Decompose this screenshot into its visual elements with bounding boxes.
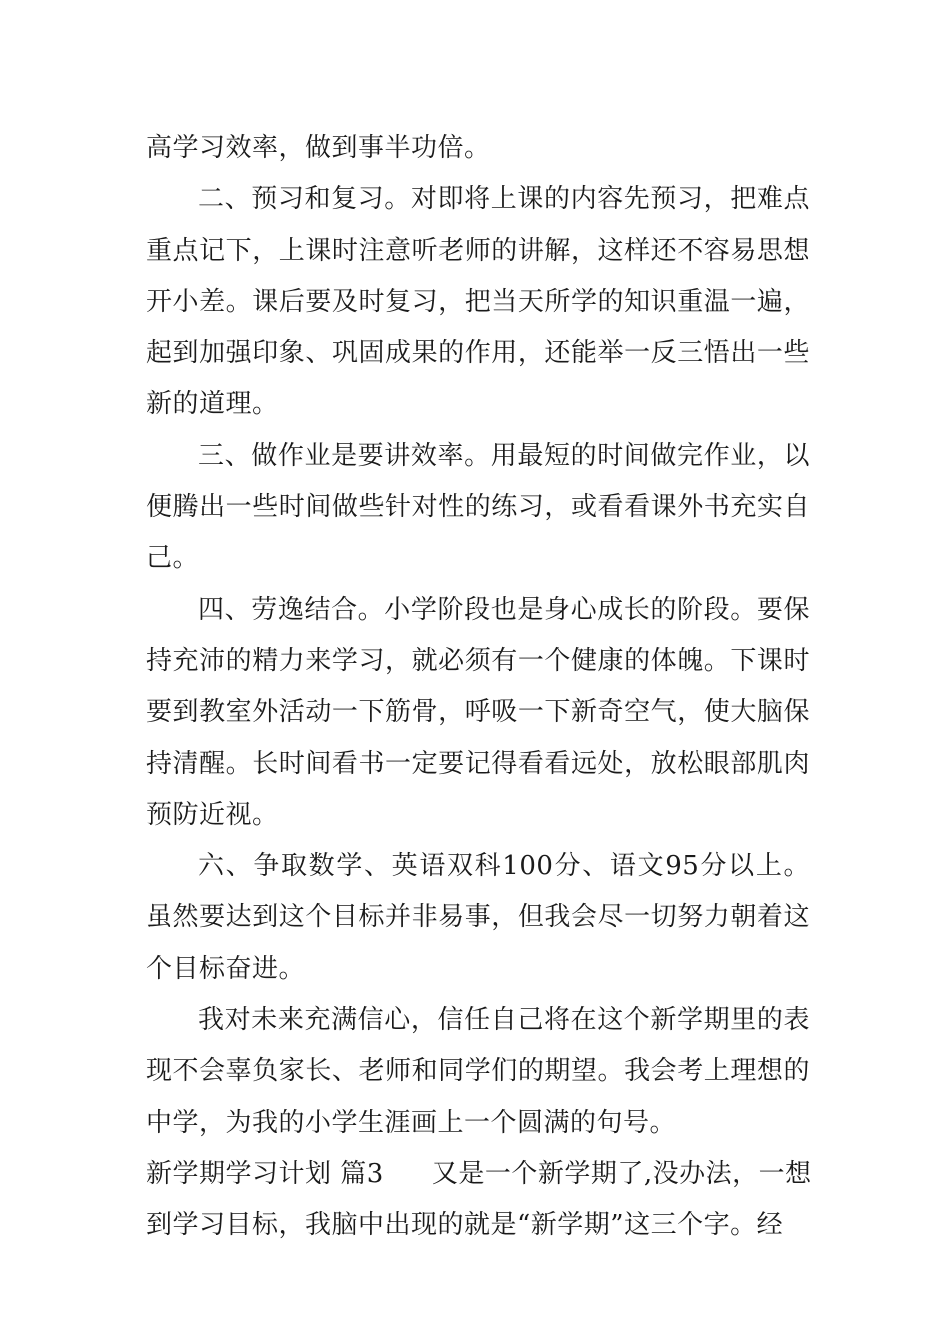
paragraph-work-rest-balance: 四、劳逸结合。小学阶段也是身心成长的阶段。要保持充沛的精力来学习，就必须有一个健康的体魄。下课时要到教室外活动一下筋骨，呼吸一下新奇空气，使大脑保持清醒。长时间看书一定要记得看看远处，放松眼部肌肉预防近视。 (146, 594, 810, 830)
section-continuation: 到学习目标，我脑中出现的就是“新学期”这三个字。经 (146, 1210, 784, 1241)
paragraph-score-goal: 六、争取数学、英语双科100分、语文95分以上。虽然要达到这个目标并非易事，但我会尽一切努力朝着这个目标奋进。 (146, 851, 810, 984)
paragraph-continuation: 高学习效率，做到事半功倍。 (146, 133, 491, 163)
paragraph-homework-efficiency: 三、做作业是要讲效率。用最短的时间做完作业，以便腾出一些时间做些针对性的练习，或看看课外书充实自己。 (146, 440, 810, 574)
section-title: 新学期学习计划 篇3 (146, 1158, 384, 1189)
section-heading-line (146, 1149, 810, 1200)
paragraph-confidence: 我对未来充满信心，信任自己将在这个新学期里的表现不会辜负家长、老师和同学们的期望。我会考上理想的中学，为我的小学生涯画上一个圆满的句号。 (146, 1005, 810, 1138)
document-body (146, 123, 810, 1252)
section-first-line: 又是一个新学期了,没办法，一想 (431, 1158, 812, 1189)
paragraph-preview-review: 二、预习和复习。对即将上课的内容先预习，把难点重点记下，上课时注意听老师的讲解，这样还不容易思想开小差。课后要及时复习，把当天所学的知识重温一遍，起到加强印象、巩固成果的作用，还能举一反三悟出一些新的道理。 (146, 184, 810, 420)
